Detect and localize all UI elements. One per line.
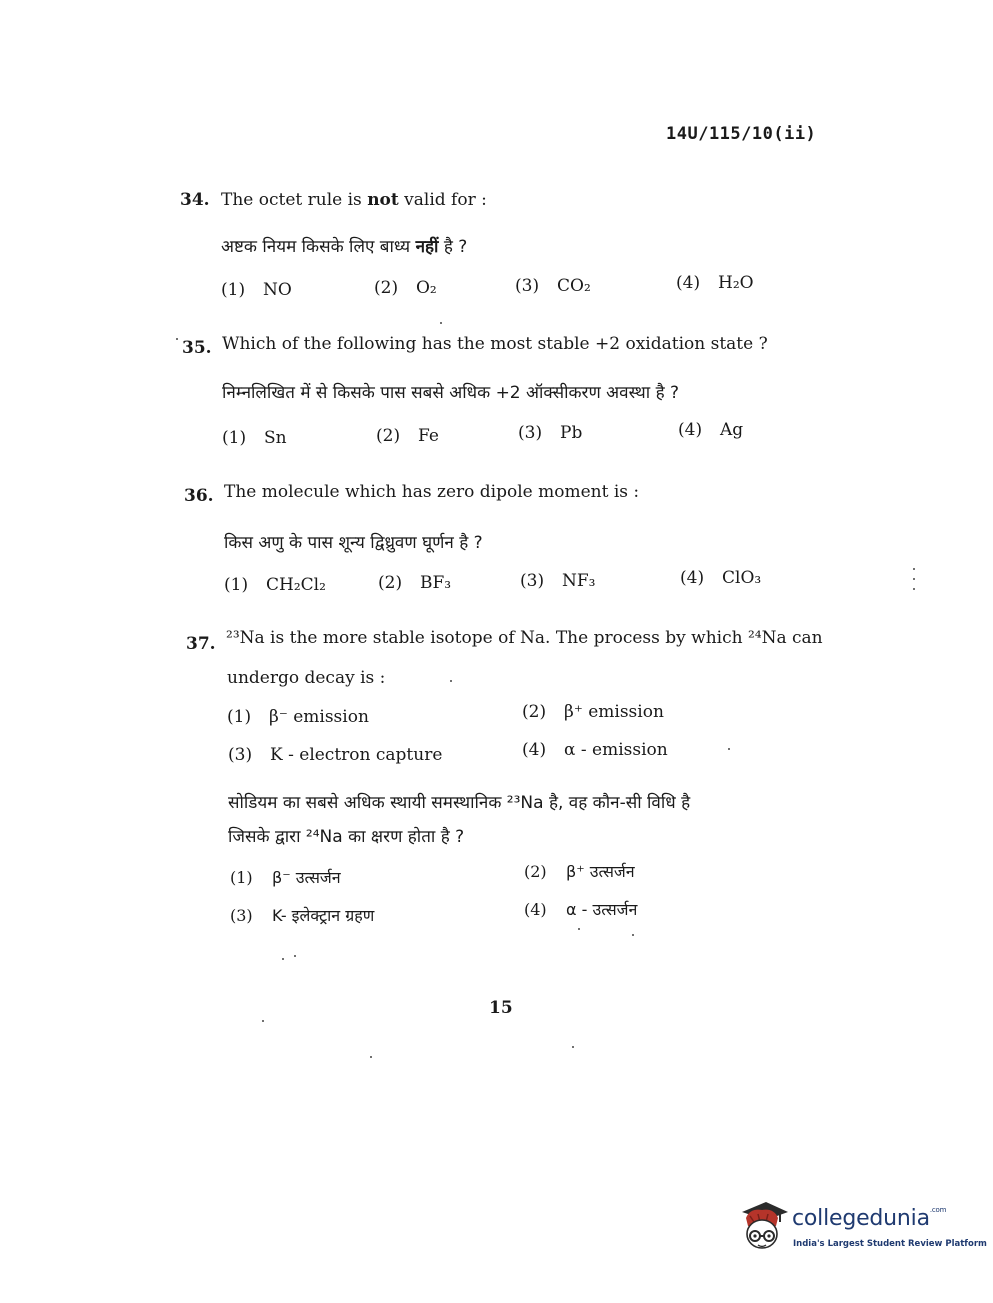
option-2: (2) BF₃: [378, 573, 452, 593]
mascot-icon: [736, 1196, 790, 1256]
option-3: (3) CO₂: [515, 276, 591, 296]
option-2: (2) O₂: [374, 278, 437, 298]
scan-speck: [370, 1056, 372, 1058]
option-hindi-2: (2) β⁺ उत्सर्जन: [524, 862, 635, 881]
option-1: (1) CH₂Cl₂: [224, 575, 326, 595]
logo-wordmark: collegedunia$^{.com}$: [792, 1206, 947, 1231]
question-text-line: undergo decay is :: [227, 668, 386, 688]
option-2: (2) Fe: [376, 426, 439, 446]
question-number: 36.: [184, 486, 214, 506]
scan-speck: [913, 578, 915, 580]
question-text-hindi: सोडियम का सबसे अधिक स्थायी समस्थानिक ²³Na है, वह कौन-सी विधि है: [228, 793, 691, 813]
option-4: (4) ClO₃: [680, 568, 762, 588]
question-text-english: [224, 482, 639, 502]
question-text-line: Which of the following has the most stable +2 oxidation state ?: [222, 334, 768, 354]
question-text-line: The octet rule is not valid for :: [221, 190, 487, 210]
question-text-hindi: अष्टक नियम किसके लिए बाध्य नहीं है ?: [221, 237, 468, 257]
question-text-line: The molecule which has zero dipole moment is :: [224, 482, 640, 502]
option-3: (3) NF₃: [520, 571, 596, 591]
option-3: (3) K - electron capture: [228, 745, 443, 765]
scan-speck: [294, 955, 296, 957]
question-number: 37.: [186, 634, 216, 654]
logo-tagline: India's Largest Student Review Platform: [793, 1239, 987, 1249]
scan-speck: [578, 928, 580, 930]
page-number: 15: [489, 998, 513, 1018]
question-text-english: [227, 668, 385, 688]
option-3: (3) Pb: [518, 423, 583, 443]
scan-speck: [282, 958, 284, 960]
scan-speck: [913, 588, 915, 590]
scan-speck: [176, 338, 178, 340]
question-text-english: [226, 628, 823, 648]
scan-speck: [262, 1020, 264, 1022]
paper-code: 14U/115/10(ii): [666, 124, 817, 144]
scan-speck: [913, 568, 915, 570]
question-text-hindi: जिसके द्वारा ²⁴Na का क्षरण होता है ?: [228, 827, 465, 847]
option-hindi-3: (3) K- इलेक्ट्रान ग्रहण: [230, 906, 375, 925]
scan-speck: [632, 934, 634, 936]
option-4: (4) Ag: [678, 420, 744, 440]
option-1: (1) NO: [221, 280, 292, 300]
option-2: (2) β⁺ emission: [522, 702, 664, 722]
question-text-hindi: किस अणु के पास शून्य द्विध्रुवण घूर्णन है ?: [224, 533, 483, 553]
scan-speck: [450, 680, 452, 682]
question-number: 34.: [180, 190, 210, 210]
collegedunia-logo: [736, 1196, 987, 1258]
option-hindi-1: (1) β⁻ उत्सर्जन: [230, 868, 341, 887]
scan-speck: [440, 322, 442, 324]
option-4: (4) α - emission: [522, 740, 668, 760]
question-text-hindi: निम्नलिखित में से किसके पास सबसे अधिक +2 ऑक्सीकरण अवस्था है ?: [222, 383, 680, 403]
scan-speck: [728, 748, 730, 750]
option-4: (4) H₂O: [676, 273, 754, 293]
question-text-english: [222, 334, 768, 354]
option-hindi-4: (4) α - उत्सर्जन: [524, 900, 638, 919]
scan-speck: [572, 1046, 574, 1048]
question-number: 35.: [182, 338, 212, 358]
question-text-line: ²³Na is the more stable isotope of Na. The process by which ²⁴Na can: [226, 628, 823, 648]
option-1: (1) Sn: [222, 428, 287, 448]
option-1: (1) β⁻ emission: [227, 707, 369, 727]
question-text-english: [221, 190, 487, 210]
